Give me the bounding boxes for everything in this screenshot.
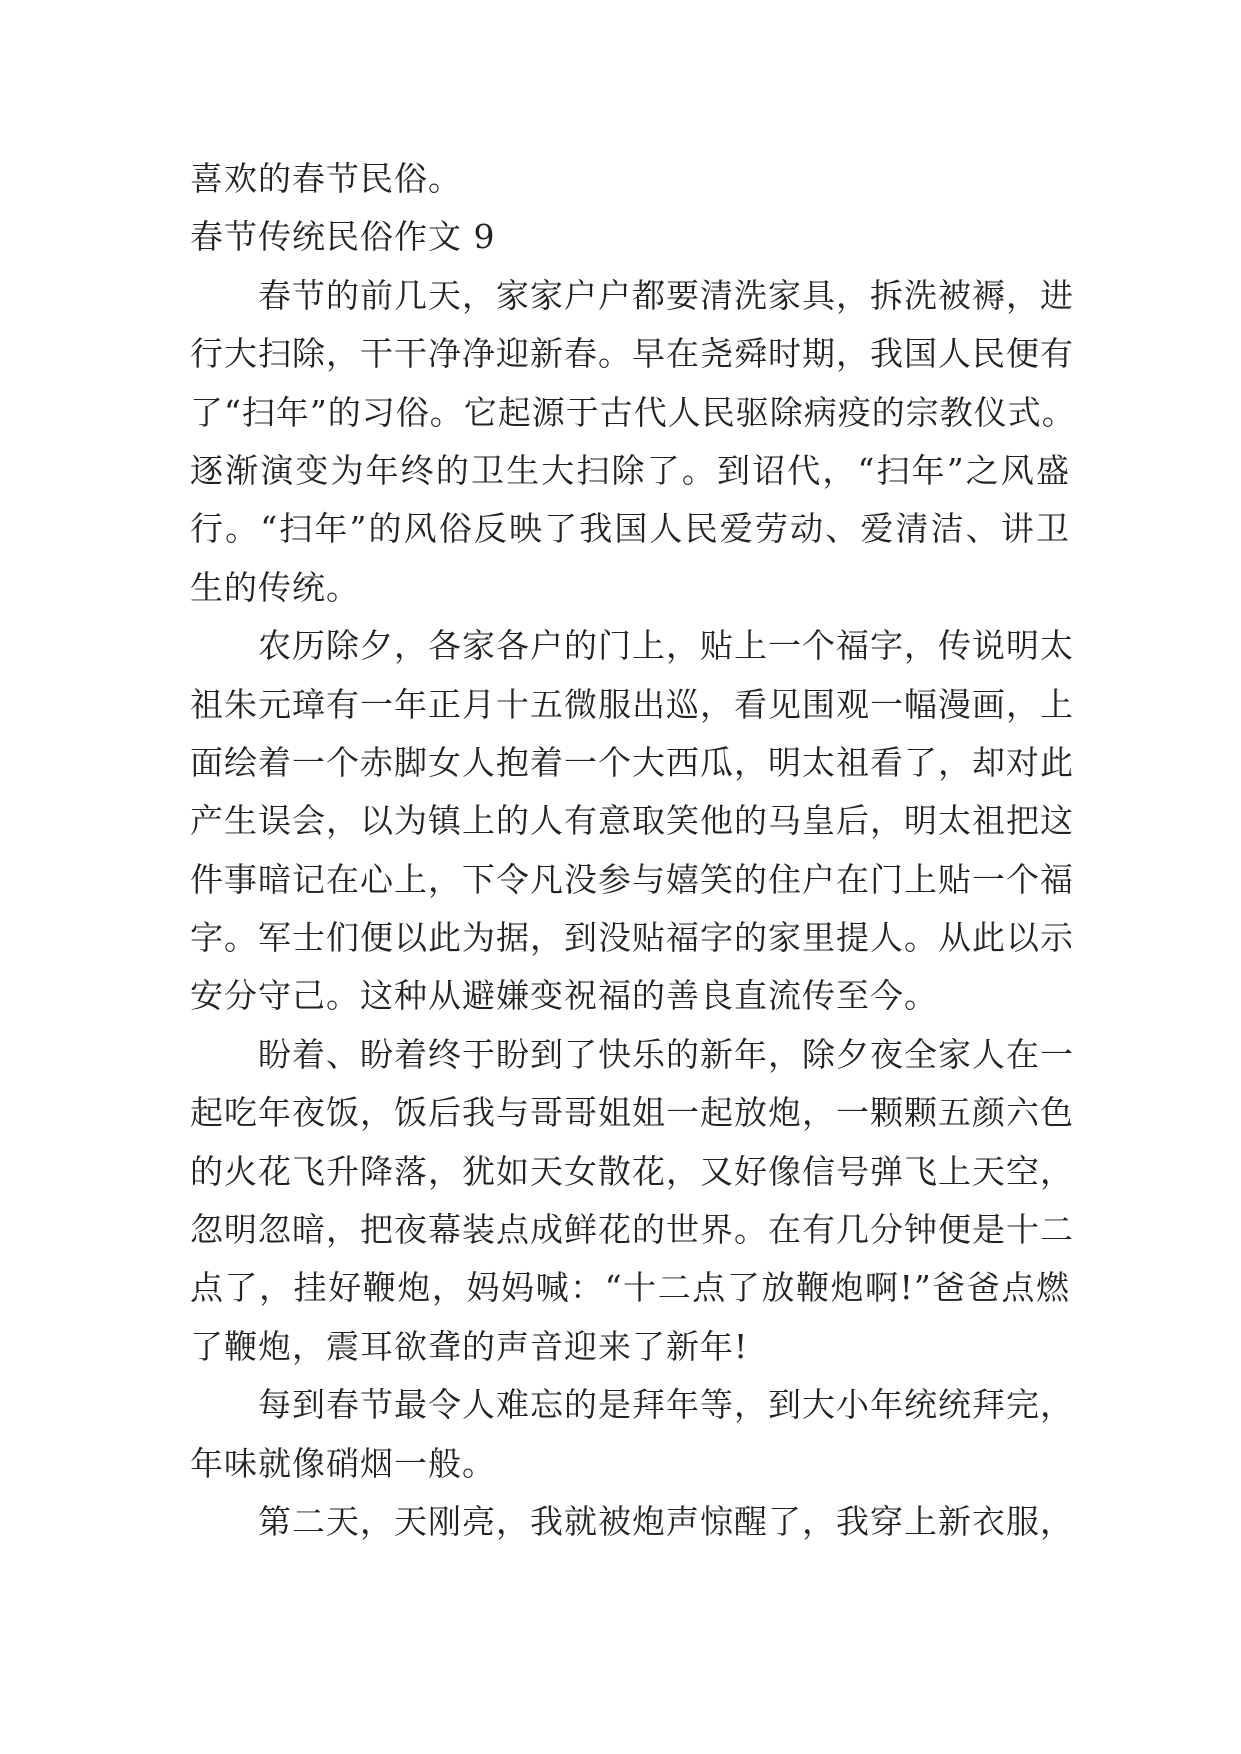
text-line: 了鞭炮，震耳欲聋的声音迎来了新年! xyxy=(190,1326,749,1366)
text-line: 产生误会，以为镇上的人有意取笑他的马皇后，明太祖把这 xyxy=(190,801,1074,841)
text-line: 农历除夕，各家各户的门上，贴上一个福字，传说明太 xyxy=(258,626,1074,666)
text-line: 了“扫年”的习俗。它起源于古代人民驱除病疫的宗教仪式。 xyxy=(190,392,1076,432)
text-line: 字。军士们便以此为据，到没贴福字的家里提人。从此以示 xyxy=(190,918,1074,958)
text-line: 行。“扫年”的风俗反映了我国人民爱劳动、爱清洁、讲卫 xyxy=(190,509,1070,549)
text-line: 祖朱元璋有一年正月十五微服出巡，看见围观一幅漫画，上 xyxy=(190,684,1074,724)
text-line: 喜欢的春节民俗。 xyxy=(190,159,462,198)
text-line: 忽明忽暗，把夜幕装点成鲜花的世界。在有几分钟便是十二 xyxy=(190,1210,1074,1250)
text-line: 安分守己。这种从避嫌变祝福的善良直流传至今。 xyxy=(190,976,938,1016)
text-line: 逐渐演变为年终的卫生大扫除了。到诏代，“扫年”之风盛 xyxy=(190,450,1070,490)
text-line: 点了，挂好鞭炮，妈妈喊：“十二点了放鞭炮啊!”爸爸点燃 xyxy=(190,1268,1070,1308)
document-body xyxy=(190,150,1076,1551)
text-line: 件事暗记在心上，下令凡没参与嬉笑的住户在门上贴一个福 xyxy=(190,859,1074,899)
text-line: 起吃年夜饭，饭后我与哥哥姐姐一起放炮，一颗颗五颜六色 xyxy=(190,1093,1074,1133)
section-heading: 春节传统民俗作文 9 xyxy=(190,217,496,257)
text-line: 的火花飞升降落，犹如天女散花，又好像信号弹飞上天空， xyxy=(190,1151,1074,1191)
text-line: 第二天，天刚亮，我就被炮声惊醒了，我穿上新衣服， xyxy=(258,1501,1074,1541)
text-line: 生的传统。 xyxy=(190,567,360,607)
text-line: 面绘着一个赤脚女人抱着一个大西瓜，明太祖看了，却对此 xyxy=(190,742,1074,782)
text-line: 行大扫除，干干净净迎新春。早在尧舜时期，我国人民便有 xyxy=(190,334,1074,374)
text-line: 每到春节最令人难忘的是拜年等，到大小年统统拜完， xyxy=(258,1385,1074,1425)
text-line: 春节的前几天，家家户户都要清洗家具，拆洗被褥，进 xyxy=(258,275,1074,315)
text-line: 盼着、盼着终于盼到了快乐的新年，除夕夜全家人在一 xyxy=(258,1034,1074,1074)
text-line: 年味就像硝烟一般。 xyxy=(190,1443,496,1483)
